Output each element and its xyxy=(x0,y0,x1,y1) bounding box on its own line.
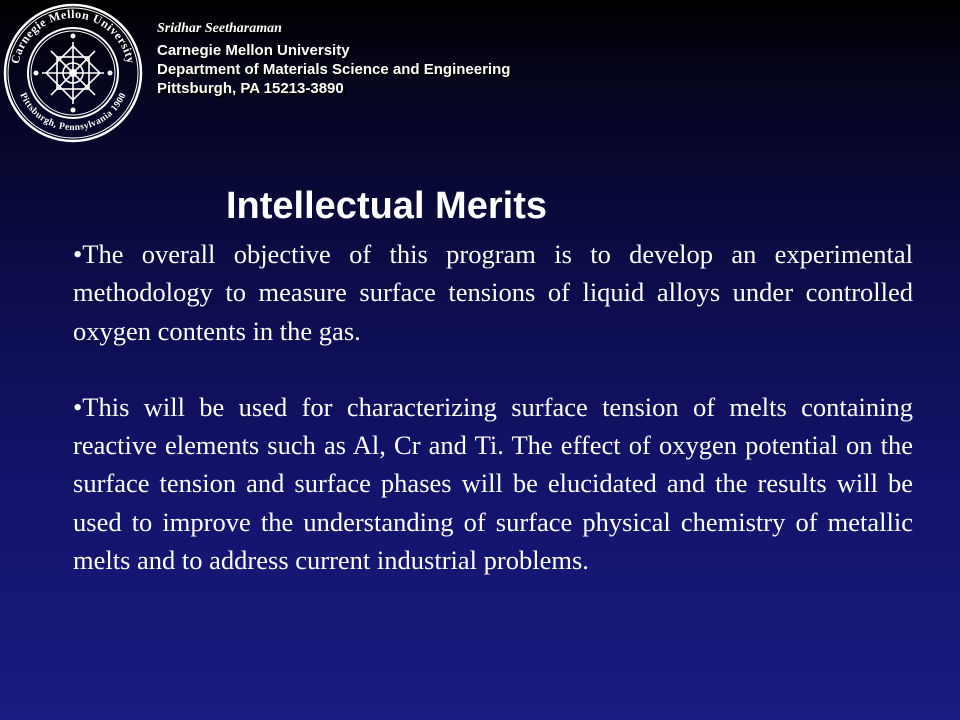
bullet-text: The overall objective of this program is to develop an experimental methodology to measure surface tensions of liquid alloys under controlled oxygen contents in the gas. xyxy=(73,239,913,346)
presenter-info xyxy=(157,22,637,98)
seal-ring-text-top: Carnegie Mellon University xyxy=(7,6,139,66)
address: Pittsburgh, PA 15213-3890 xyxy=(157,80,344,97)
bullet-item xyxy=(73,235,913,350)
bullet-item xyxy=(73,388,913,579)
bullet-list xyxy=(73,235,913,579)
bullet-text: This will be used for characterizing surface tension of melts containing reactive elements such as Al, Cr and Ti. The effect of oxygen potential on the surface tension and surface phases will be elucidated and the results will be used to improve the understanding of surface physical chemistry of metallic melts and to address current industrial problems. xyxy=(73,391,913,576)
university-seal-icon xyxy=(2,2,144,144)
bullet-marker: • xyxy=(73,391,83,422)
university-name: Carnegie Mellon University xyxy=(157,42,350,59)
seal-ring-text-bottom: Pittsburgh, Pennsylvania 1900 xyxy=(17,91,129,134)
author-name: Sridhar Seetharaman xyxy=(157,21,282,36)
bullet-marker: • xyxy=(73,239,83,269)
slide-title: Intellectual Merits xyxy=(226,185,547,227)
department-name: Department of Materials Science and Engineering xyxy=(157,61,511,78)
